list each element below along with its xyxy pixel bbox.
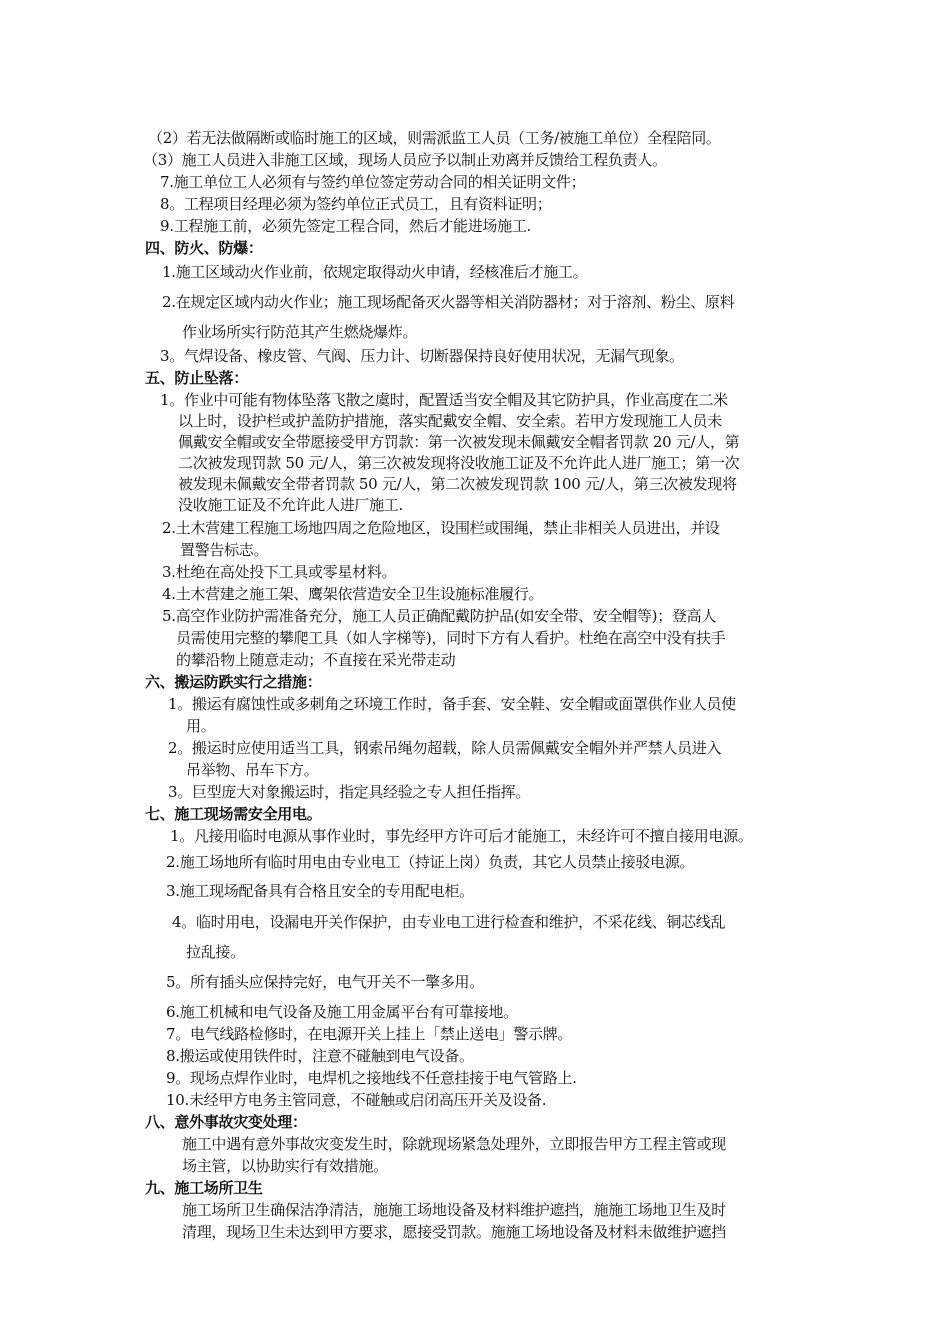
text-line: 1。作业中可能有物体坠落飞散之虞时，配置适当安全帽及其它防护具，作业高度在二米 xyxy=(160,391,728,409)
text-line: 6.施工机械和电气设备及施工用金属平台有可靠接地。 xyxy=(166,1003,518,1021)
text-line: 没收施工证及不允许此人进厂施工. xyxy=(178,496,403,514)
text-line: 9。现场点焊作业时，电焊机之接地线不任意挂接于电气管路上. xyxy=(166,1069,577,1087)
text-line: 置警告标志。 xyxy=(180,541,269,559)
text-line: 4.土木营建之施工架、鹰架依营造安全卫生设施标准履行。 xyxy=(162,585,544,603)
text-line: 2.土木营建工程施工场地四周之危险地区，设围栏或围绳，禁止非相关人员进出，并设 xyxy=(162,519,720,537)
text-line: 3。巨型庞大对象搬运时，指定具经验之专人担任指挥。 xyxy=(168,783,531,801)
text-line: 2。搬运时应使用适当工具，钢索吊绳勿超载，除人员需佩戴安全帽外并严禁人员进入 xyxy=(168,739,722,757)
section-heading: 四、防火、防爆： xyxy=(145,239,263,257)
text-line: 8.搬运或使用铁件时，注意不碰触到电气设备。 xyxy=(166,1047,474,1065)
text-line: 3.杜绝在高处投下工具或零星材料。 xyxy=(162,563,397,581)
text-line: 用。 xyxy=(186,717,216,735)
text-line: 2.在规定区域内动火作业；施工现场配备灭火器等相关消防器材；对于溶剂、粉尘、原料 xyxy=(162,293,735,311)
section-heading: 九、施工场所卫生 xyxy=(145,1179,263,1197)
text-line: 的攀沿物上随意走动；不直接在采光带走动 xyxy=(176,651,456,669)
text-line: 被发现未佩戴安全带者罚款 50 元/人，第二次被发现罚款 100 元/人，第三次被发现将 xyxy=(178,475,737,493)
section-heading: 八、意外事故灾变处理： xyxy=(145,1113,307,1131)
text-line: （3）施工人员进入非施工区域，现场人员应予以制止劝离并反馈给工程负责人。 xyxy=(143,151,667,169)
text-line: 清理，现场卫生未达到甲方要求，愿接受罚款。施施工场地设备及材料未做维护遮挡 xyxy=(182,1223,726,1241)
text-line: 5。所有插头应保持完好，电气开关不一擎多用。 xyxy=(166,973,484,991)
text-line: 5.高空作业防护需准备充分，施工人员正确配戴防护品(如安全带、安全帽等)；登高人 xyxy=(162,607,717,625)
section-heading: 七、施工现场需安全用电。 xyxy=(145,805,322,823)
text-line: 7.施工单位工人必须有与签约单位签定劳动合同的相关证明文件； xyxy=(160,173,586,191)
text-line: 8。工程项目经理必须为签约单位正式员工，且有资料证明； xyxy=(160,195,552,213)
text-line: 场主管，以协助实行有效措施。 xyxy=(182,1157,388,1175)
text-line: 1。凡接用临时电源从事作业时，事先经甲方许可后才能施工，未经许可不擅自接用电源。 xyxy=(170,827,753,845)
text-line: 3.施工现场配备具有合格且安全的专用配电柜。 xyxy=(166,882,474,900)
text-line: 2.施工场地所有临时用电由专业电工（持证上岗）负责，其它人员禁止接驳电源。 xyxy=(166,853,695,871)
text-line: （2）若无法做隔断或临时施工的区域，则需派监工人员（工务/被施工单位）全程陪同。 xyxy=(148,129,721,147)
text-line: 二次被发现罚款 50 元/人，第三次被发现将没收施工证及不允许此人进厂施工；第一次 xyxy=(178,454,740,472)
text-line: 作业场所实行防范其产生燃烧爆炸。 xyxy=(182,323,418,341)
text-line: 施工场所卫生确保洁净清洁，施施工场地设备及材料维护遮挡，施施工场地卫生及时 xyxy=(182,1201,726,1219)
text-line: 拉乱接。 xyxy=(186,943,245,961)
section-heading: 五、防止坠落： xyxy=(145,369,248,387)
text-line: 1。搬运有腐蚀性或多刺角之环境工作时，备手套、安全鞋、安全帽或面罩供作业人员使 xyxy=(168,695,736,713)
text-line: 1.施工区域动火作业前，依规定取得动火申请，经核准后才施工。 xyxy=(162,263,588,281)
text-line: 佩戴安全帽或安全带愿接受甲方罚款：第一次被发现未佩戴安全帽者罚款 20 元/人，第 xyxy=(178,433,740,451)
text-line: 7。电气线路检修时，在电源开关上挂上「禁止送电」警示牌。 xyxy=(166,1025,573,1043)
text-line: 吊举物、吊车下方。 xyxy=(186,761,319,779)
section-heading: 六、搬运防跌实行之措施： xyxy=(145,673,322,691)
text-line: 4。临时用电，设漏电开关作保护，由专业电工进行检查和维护，不采花线、铜芯线乱 xyxy=(172,913,726,931)
text-line: 施工中遇有意外事故灾变发生时，除就现场紧急处理外，立即报告甲方工程主管或现 xyxy=(182,1135,726,1153)
text-line: 10.未经甲方电务主管同意，不碰触或启闭高压开关及设备. xyxy=(166,1091,547,1109)
text-line: 员需使用完整的攀爬工具（如人字梯等)，同时下方有人看护。杜绝在高空中没有扶手 xyxy=(176,629,726,647)
text-line: 3。气焊设备、橡皮管、气阀、压力计、切断器保持良好使用状况，无漏气现象。 xyxy=(160,347,684,365)
text-line: 9.工程施工前，必须先签定工程合同，然后才能进场施工. xyxy=(160,217,531,235)
text-line: 以上时，设护栏或护盖防护措施，落实配戴安全帽、安全索。若甲方发现施工人员未 xyxy=(178,412,722,430)
